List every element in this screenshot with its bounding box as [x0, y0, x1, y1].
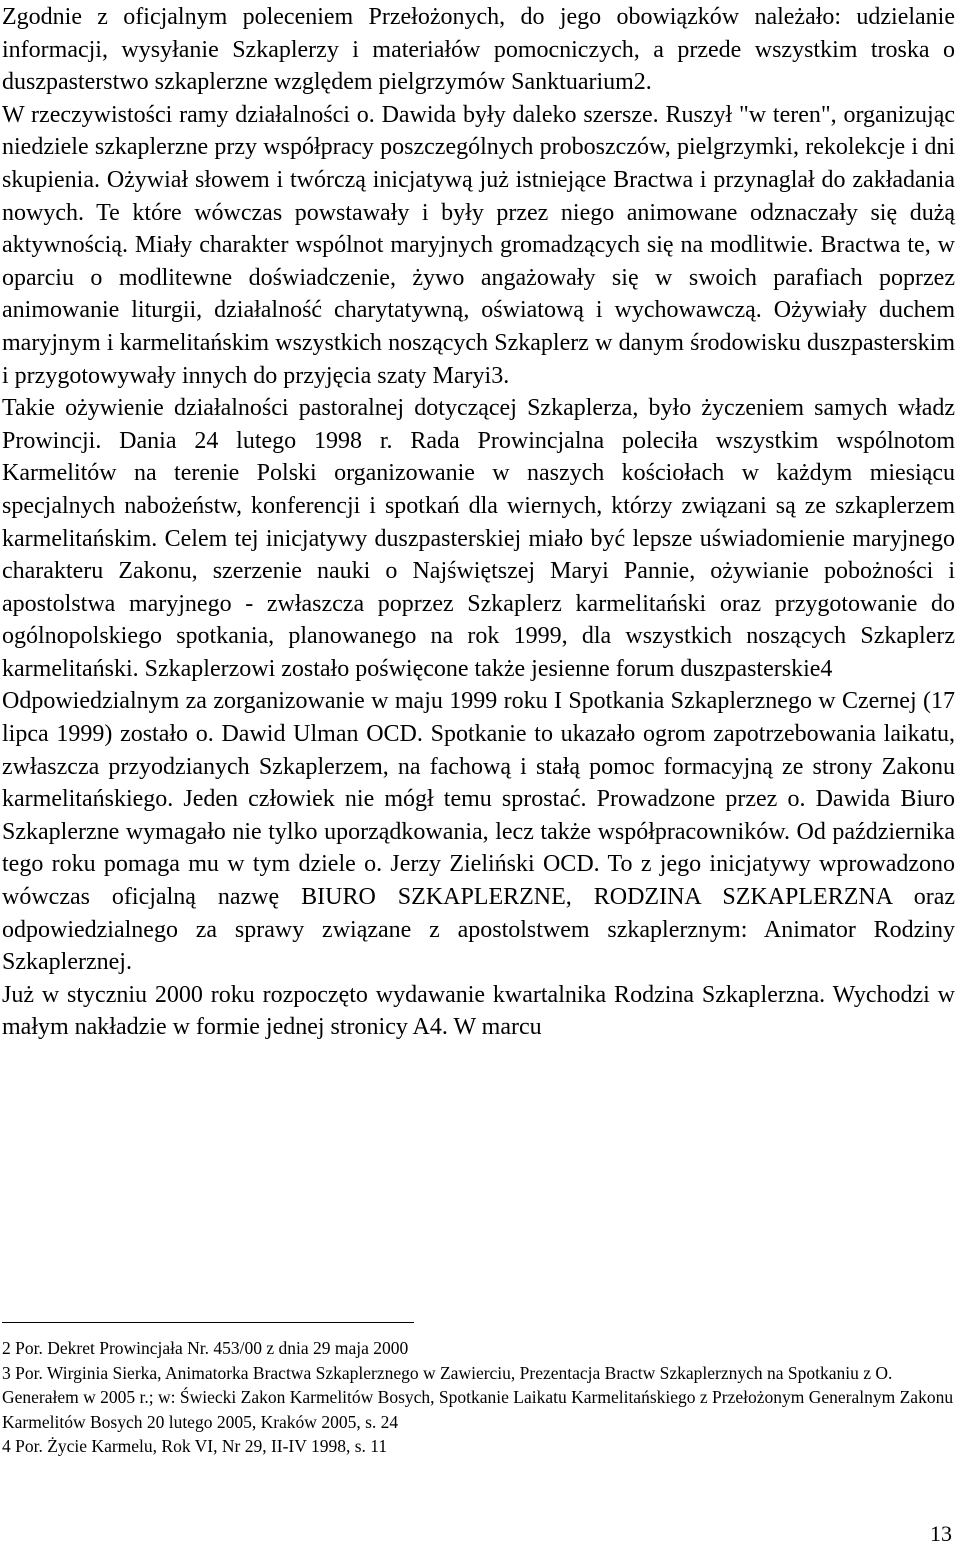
body-text — [2, 0, 955, 1044]
paragraph: Już w styczniu 2000 roku rozpoczęto wydawanie kwartalnika Rodzina Szkaplerzna. Wychodzi w małym nakładzie w formie jednej stronicy A4. W marcu — [2, 981, 955, 1041]
footnote: 2 Por. Dekret Prowincjała Nr. 453/00 z dnia 29 maja 2000 — [2, 1338, 409, 1358]
footnotes — [2, 1336, 955, 1459]
paragraph: Odpowiedzialnym za zorganizowanie w maju 1999 roku I Spotkania Szkaplerznego w Czernej (17 lipca 1999) zostało o. Dawid Ulman OCD. Spotkanie to ukazało ogrom zapotrzebowania laikatu, zwłaszcza przyodzianych Szkaplerzem, na fachową i stałą pomoc formacyjną ze strony Zakonu karmelitańskiego. Jeden człowiek nie mógł temu sprostać. Prowadzone przez o. Dawida Biuro Szkaplerzne wymagało nie tylko uporządkowania, lecz także współpracowników. Od października tego roku pomaga mu w tym dziele o. Jerzy Zieliński OCD. To z jego inicjatywy wprowadzono wówczas oficjalną nazwę BIURO SZKAPLERZNE, RODZINA SZKAPLERZNA oraz odpowiedzialnego za sprawy związane z apostolstwem szkaplerznym: Animator Rodziny Szkaplerznej. — [2, 688, 955, 976]
paragraph: W rzeczywistości ramy działalności o. Dawida były daleko szersze. Ruszył "w teren", organizując niedziele szkaplerzne przy współpracy poszczególnych proboszczów, pielgrzymki, rekolekcje i dni skupienia. Ożywiał słowem i twórczą inicjatywą już istniejące Bractwa i przynaglał do zakładania nowych. Te które wówczas powstawały i były przez niego animowane odznaczały się dużą aktywnością. Miały charakter wspólnot maryjnych gromadzących się na modlitwie. Bractwa te, w oparciu o modlitewne doświadczenie, żywo angażowały się w swoich parafiach poprzez animowanie liturgii, działalność charytatywną, oświatową i wychowawczą. Ożywiały duchem maryjnym i karmelitańskim wszystkich noszących Szkaplerz w danym środowisku duszpasterskim i przygotowywały innych do przyjęcia szaty Maryi3. — [2, 101, 955, 389]
footnote: 3 Por. Wirginia Sierka, Animatorka Bractwa Szkaplerznego w Zawierciu, Prezentacja Bractw Szkaplerznych na Spotkaniu z O. Generałem w 2005 r.; w: Świecki Zakon Karmelitów Bosych, Spotkanie Laikatu Karmelitańskiego z Przełożonym Generalnym Zakonu Karmelitów Bosych 20 lutego 2005, Kraków 2005, s. 24 — [2, 1362, 954, 1432]
footnote: 4 Por. Życie Karmelu, Rok VI, Nr 29, II-IV 1998, s. 11 — [2, 1436, 388, 1456]
paragraph: Takie ożywienie działalności pastoralnej dotyczącej Szkaplerza, było życzeniem samych władz Prowincji. Dania 24 lutego 1998 r. Rada Prowincjalna poleciła wszystkim wspólnotom Karmelitów na terenie Polski organizowanie w naszych kościołach w każdym miesiącu specjalnych nabożeństw, konferencji i spotkań dla wiernych, którzy związani są ze szkaplerzem karmelitańskim. Celem tej inicjatywy duszpasterskiej miało być lepsze uświadomienie maryjnego charakteru Zakonu, szerzenie nauki o Najświętszej Maryi Pannie, ożywianie pobożności i apostolstwa maryjnego - zwłaszcza poprzez Szkaplerz karmelitański oraz przygotowanie do ogólnopolskiego spotkania, planowanego na rok 1999, dla wszystkich noszących Szkaplerz karmelitański. Szkaplerzowi zostało poświęcone także jesienne forum duszpasterskie4 — [2, 395, 955, 682]
footnote-separator — [2, 1322, 414, 1323]
paragraph: Zgodnie z oficjalnym poleceniem Przełożonych, do jego obowiązków należało: udzielanie informacji, wysyłanie Szkaplerzy i materiałów pomocniczych, a przede wszystkim troska o duszpasterstwo szkaplerzne względem pielgrzymów Sanktuarium2. — [2, 4, 955, 96]
document-page — [2, 0, 955, 1044]
page-number: 13 — [930, 1521, 952, 1546]
